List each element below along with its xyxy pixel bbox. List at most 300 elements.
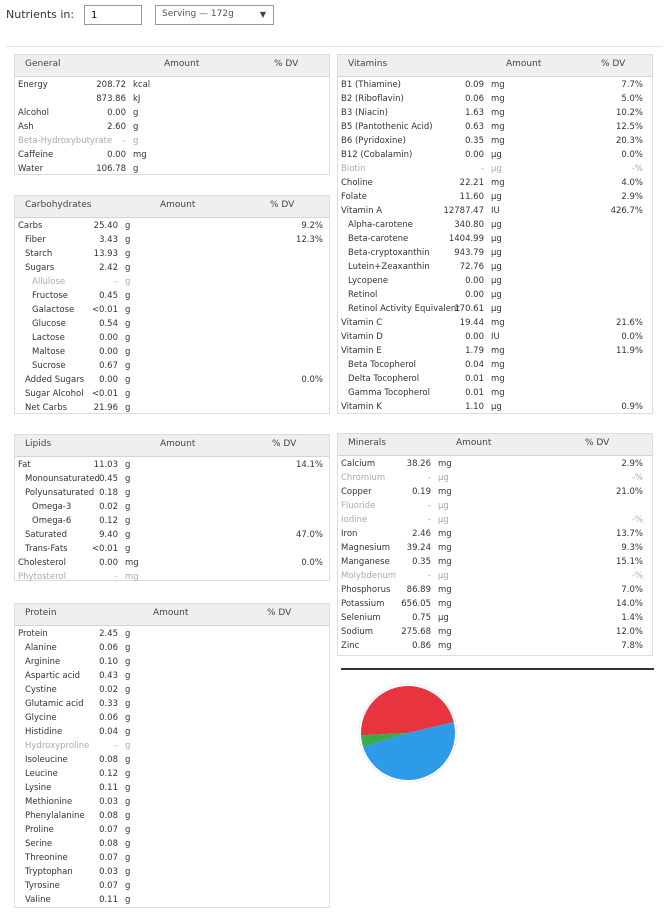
nutrient-unit: µg	[491, 150, 502, 160]
nutrient-unit: mg	[491, 374, 505, 384]
nutrient-dv: 4.0%	[621, 178, 643, 188]
nutrient-row	[338, 598, 652, 612]
nutrient-name: Energy	[18, 80, 48, 90]
nutrient-dv: 0.0%	[301, 558, 323, 568]
nutrient-unit: g	[125, 755, 131, 765]
nutrient-dv: 0.0%	[301, 375, 323, 385]
nutrient-row	[338, 331, 652, 345]
nutrient-unit: µg	[438, 501, 449, 511]
nutrient-unit: g	[133, 108, 139, 118]
nutrient-name: Added Sugars	[25, 375, 85, 385]
nutrient-row	[15, 149, 329, 163]
nutrient-amount: 656.05	[401, 599, 431, 609]
nutrient-row	[15, 768, 329, 782]
nutrient-amount: 1.63	[465, 108, 484, 118]
panel-rows	[15, 626, 329, 908]
nutrient-unit: g	[125, 671, 131, 681]
nutrient-name: Arginine	[25, 657, 61, 667]
nutrient-name: B1 (Thiamine)	[341, 80, 401, 90]
nutrient-amount: 0.07	[99, 881, 118, 891]
nutrient-name: Molybdenum	[341, 571, 397, 581]
panel-title: Minerals	[348, 438, 386, 448]
nutrient-amount: -	[427, 515, 431, 525]
nutrient-name: Beta-cryptoxanthin	[348, 248, 430, 258]
nutrient-name: Delta Tocopherol	[348, 374, 420, 384]
nutrient-dv: 1.4%	[621, 613, 643, 623]
nutrient-row	[338, 275, 652, 289]
nutrient-amount: 0.33	[99, 699, 118, 709]
nutrient-dv: 12.0%	[615, 627, 643, 637]
nutrient-name: Fructose	[32, 291, 69, 301]
nutrient-unit: g	[125, 853, 131, 863]
nutrient-name: Retinol Activity Equivalent	[348, 304, 460, 314]
nutrient-amount: 22.21	[459, 178, 484, 188]
nutrient-unit: g	[125, 867, 131, 877]
dv-header: % DV	[601, 59, 626, 69]
nutrient-row	[15, 628, 329, 642]
nutrient-unit: µg	[491, 276, 502, 286]
macro-pie-chart	[358, 683, 458, 783]
nutrient-unit: g	[125, 488, 131, 498]
amount-header: Amount	[506, 59, 542, 69]
nutrient-unit: g	[133, 164, 139, 174]
nutrient-row	[15, 93, 329, 107]
nutrient-name: Manganese	[341, 557, 390, 567]
nutrient-name: Ash	[18, 122, 34, 132]
chevron-down-icon: ▼	[259, 10, 266, 19]
nutrient-name: Copper	[341, 487, 372, 497]
nutrient-row	[15, 79, 329, 93]
nutrient-name: Polyunsaturated	[25, 488, 95, 498]
nutrient-row	[338, 107, 652, 121]
dv-header: % DV	[267, 608, 292, 618]
dv-header: % DV	[272, 439, 297, 449]
nutrient-amount: 86.89	[406, 585, 431, 595]
nutrient-amount: 340.80	[454, 220, 484, 230]
nutrient-name: Potassium	[341, 599, 385, 609]
nutrient-amount: 0.18	[99, 488, 118, 498]
nutrient-row	[338, 556, 652, 570]
nutrient-row	[15, 135, 329, 149]
nutrient-name: Fat	[18, 460, 31, 470]
nutrient-row	[15, 810, 329, 824]
nutrient-name: Histidine	[25, 727, 63, 737]
nutrient-amount: 0.75	[412, 613, 431, 623]
nutrient-unit: mg	[438, 529, 452, 539]
nutrient-unit: g	[125, 474, 131, 484]
nutrient-amount: 0.00	[465, 276, 484, 286]
panel-header	[15, 55, 329, 77]
serving-select-value: Serving — 172g	[162, 9, 234, 19]
nutrient-name: Serine	[25, 839, 53, 849]
nutrient-name: Glucose	[32, 319, 66, 329]
nutrient-amount: 25.40	[93, 221, 118, 231]
nutrient-unit: mg	[438, 487, 452, 497]
nutrient-dv: 14.1%	[295, 460, 323, 470]
nutrient-unit: g	[125, 783, 131, 793]
nutrient-amount: 0.00	[99, 375, 118, 385]
nutrient-amount: 2.60	[107, 122, 126, 132]
nutrient-dv: 2.9%	[621, 192, 643, 202]
nutrient-unit: mg	[438, 557, 452, 567]
nutrient-row	[338, 514, 652, 528]
nutrient-row	[338, 233, 652, 247]
nutrient-amount: 170.61	[454, 304, 484, 314]
nutrient-unit: mg	[438, 543, 452, 553]
nutrient-name: Alcohol	[18, 108, 49, 118]
nutrient-row	[338, 500, 652, 514]
nutrient-unit: mg	[491, 108, 505, 118]
nutrient-unit: g	[125, 685, 131, 695]
nutrient-name: Methionine	[25, 797, 73, 807]
nutrient-name: Tyrosine	[25, 881, 60, 891]
nutrient-unit: µg	[491, 402, 502, 412]
nutrient-dv: -%	[631, 571, 643, 581]
nutrient-unit: g	[125, 249, 131, 259]
panel-header	[338, 55, 652, 77]
nutrient-row	[15, 515, 329, 529]
nutrient-row	[338, 401, 652, 415]
nutrient-unit: g	[133, 136, 139, 146]
nutrient-name: Fiber	[25, 235, 46, 245]
lipids-panel	[14, 434, 330, 581]
nutrient-row	[338, 486, 652, 500]
nutrient-amount: 0.19	[412, 487, 431, 497]
nutrient-name: Starch	[25, 249, 53, 259]
nutrient-dv: 21.0%	[615, 487, 643, 497]
nutrient-amount: 0.00	[465, 150, 484, 160]
nutrient-unit: mg	[438, 459, 452, 469]
panel-header	[15, 604, 329, 626]
nutrient-row	[338, 542, 652, 556]
nutrient-unit: g	[125, 699, 131, 709]
nutrient-amount: 11.60	[459, 192, 484, 202]
nutrient-row	[15, 796, 329, 810]
nutrient-dv: 21.6%	[615, 318, 643, 328]
panel-rows	[338, 456, 652, 654]
pie-slices	[361, 686, 455, 780]
nutrient-amount: 0.45	[99, 474, 118, 484]
nutrient-unit: g	[125, 460, 131, 470]
nutrient-amount: 0.00	[99, 333, 118, 343]
nutrient-row	[338, 79, 652, 93]
nutrient-row	[338, 359, 652, 373]
nutrient-name: Tryptophan	[25, 867, 73, 877]
nutrient-amount: <0.01	[91, 544, 118, 554]
nutrient-amount: <0.01	[91, 389, 118, 399]
nutrient-unit: µg	[438, 571, 449, 581]
nutrient-name: Caffeine	[18, 150, 54, 160]
nutrient-row	[15, 163, 329, 177]
nutrient-name: Maltose	[32, 347, 66, 357]
nutrient-row	[15, 726, 329, 740]
nutrient-amount: 0.00	[465, 290, 484, 300]
nutrient-amount: 0.08	[99, 839, 118, 849]
nutrient-name: Phenylalanine	[25, 811, 85, 821]
nutrient-name: Iron	[341, 529, 358, 539]
nutrient-row	[338, 472, 652, 486]
nutrient-name: Glycine	[25, 713, 57, 723]
nutrient-name: Cystine	[25, 685, 57, 695]
nutrient-dv: 15.1%	[615, 557, 643, 567]
nutrient-name: Beta-Hydroxybutyrate	[18, 136, 113, 146]
nutrient-unit: mg	[438, 641, 452, 651]
nutrient-amount: 0.06	[99, 643, 118, 653]
nutrient-row	[338, 626, 652, 640]
nutrient-amount: 943.79	[454, 248, 484, 258]
nutrient-name: Aspartic acid	[25, 671, 81, 681]
nutrient-dv: 7.0%	[621, 585, 643, 595]
nutrient-unit: mg	[491, 346, 505, 356]
nutrient-unit: g	[125, 741, 131, 751]
nutrient-unit: kJ	[133, 94, 141, 104]
nutrient-amount: 0.02	[99, 685, 118, 695]
nutrient-name: Trans-Fats	[25, 544, 68, 554]
nutrient-row	[15, 698, 329, 712]
nutrient-dv: 47.0%	[295, 530, 323, 540]
panel-title: Vitamins	[348, 59, 388, 69]
nutrient-name: Beta-carotene	[348, 234, 409, 244]
nutrient-amount: 873.86	[96, 94, 126, 104]
nutrient-name: Allulose	[32, 277, 66, 287]
nutrient-unit: mg	[491, 122, 505, 132]
panel-title: Lipids	[25, 439, 52, 449]
dv-header: % DV	[274, 59, 299, 69]
nutrient-name: Fluoride	[341, 501, 376, 511]
nutrient-dv: 11.9%	[615, 346, 643, 356]
nutrient-row	[338, 317, 652, 331]
nutrient-unit: mg	[491, 178, 505, 188]
nutrient-unit: g	[125, 319, 131, 329]
nutrient-amount: 0.02	[99, 502, 118, 512]
nutrient-dv: -%	[631, 164, 643, 174]
nutrient-amount: 0.06	[465, 94, 484, 104]
nutrient-row	[338, 387, 652, 401]
nutrient-unit: mg	[438, 627, 452, 637]
nutrient-dv: -%	[631, 473, 643, 483]
nutrient-dv: 12.5%	[615, 122, 643, 132]
nutrient-row	[338, 177, 652, 191]
nutrient-amount: 2.46	[412, 529, 431, 539]
nutrient-unit: g	[125, 895, 131, 905]
panel-title: Carbohydrates	[25, 200, 92, 210]
nutrient-amount: 39.24	[406, 543, 431, 553]
nutrient-row	[15, 304, 329, 318]
nutrient-dv: 426.7%	[610, 206, 643, 216]
nutrient-unit: mg	[491, 388, 505, 398]
nutrient-unit: g	[125, 769, 131, 779]
nutrient-amount: 0.08	[99, 755, 118, 765]
nutrient-row	[15, 754, 329, 768]
nutrient-name: Protein	[18, 629, 48, 639]
nutrient-amount: 0.04	[465, 360, 484, 370]
nutrient-name: Folate	[341, 192, 367, 202]
nutrient-name: Valine	[25, 895, 51, 905]
nutrient-name: Proline	[25, 825, 54, 835]
nutrient-amount: 0.03	[99, 797, 118, 807]
nutrient-dv: 13.7%	[615, 529, 643, 539]
nutrient-amount: -	[122, 136, 126, 146]
nutrient-unit: mg	[438, 585, 452, 595]
nutrient-name: Choline	[341, 178, 373, 188]
nutrient-unit: g	[125, 544, 131, 554]
vitamins-panel	[337, 54, 653, 414]
nutrient-unit: µg	[438, 515, 449, 525]
nutrient-unit: mg	[491, 80, 505, 90]
nutrient-amount: 19.44	[459, 318, 484, 328]
nutrient-unit: g	[125, 389, 131, 399]
nutrient-row	[338, 219, 652, 233]
amount-header: Amount	[160, 200, 196, 210]
nutrient-row	[15, 529, 329, 543]
nutrient-row	[338, 345, 652, 359]
panel-title: General	[25, 59, 61, 69]
nutrient-name: Carbs	[18, 221, 43, 231]
nutrient-amount: -	[114, 277, 118, 287]
nutrient-amount: 0.08	[99, 811, 118, 821]
nutrient-name: Phosphorus	[341, 585, 391, 595]
nutrient-name: Calcium	[341, 459, 376, 469]
nutrient-unit: µg	[491, 220, 502, 230]
nutrient-name: Omega-6	[32, 516, 72, 526]
nutrient-unit: g	[125, 403, 131, 413]
nutrient-name: Leucine	[25, 769, 58, 779]
nutrient-row	[15, 712, 329, 726]
nutrient-name: B12 (Cobalamin)	[341, 150, 413, 160]
nutrient-dv: 2.9%	[621, 459, 643, 469]
nutrient-row	[15, 894, 329, 908]
nutrient-row	[338, 191, 652, 205]
nutrient-amount: 0.11	[99, 895, 118, 905]
nutrient-amount: <0.01	[91, 305, 118, 315]
nutrient-name: Magnesium	[341, 543, 391, 553]
nutrient-dv: 9.3%	[621, 543, 643, 553]
nutrient-amount: 106.78	[96, 164, 126, 174]
nutrient-unit: g	[125, 839, 131, 849]
nutrient-unit: µg	[491, 234, 502, 244]
nutrient-row	[338, 135, 652, 149]
nutrient-amount: 1.79	[465, 346, 484, 356]
nutrient-row	[15, 487, 329, 501]
nutrient-row	[338, 205, 652, 219]
nutrient-unit: g	[125, 881, 131, 891]
nutrient-amount: 12787.47	[443, 206, 484, 216]
nutrient-amount: 2.42	[99, 263, 118, 273]
nutrient-name: Biotin	[341, 164, 366, 174]
nutrient-unit: mg	[491, 360, 505, 370]
nutrient-amount: 0.00	[99, 558, 118, 568]
top-separator	[6, 46, 662, 47]
nutrient-amount: 208.72	[96, 80, 126, 90]
nutrient-unit: g	[125, 277, 131, 287]
nutrient-row	[15, 656, 329, 670]
nutrient-name: Cholesterol	[18, 558, 66, 568]
nutrient-dv: 7.7%	[621, 80, 643, 90]
nutrient-row	[15, 501, 329, 515]
chart-divider	[341, 668, 654, 670]
nutrient-unit: µg	[491, 192, 502, 202]
nutrient-unit: kcal	[133, 80, 151, 90]
nutrient-amount: -	[480, 164, 484, 174]
serving-select[interactable]	[155, 5, 274, 25]
nutrient-name: Saturated	[25, 530, 67, 540]
nutrient-dv: 14.0%	[615, 599, 643, 609]
nutrient-name: Chromium	[341, 473, 386, 483]
nutrient-unit: mg	[438, 599, 452, 609]
nutrient-name: Isoleucine	[25, 755, 68, 765]
nutrient-name: Phytosterol	[18, 572, 66, 582]
nutrient-name: Vitamin E	[341, 346, 382, 356]
nutrient-dv: 10.2%	[615, 108, 643, 118]
nutrient-name: Water	[18, 164, 44, 174]
nutrient-row	[15, 571, 329, 585]
nutrient-unit: µg	[491, 262, 502, 272]
nutrient-unit: g	[125, 516, 131, 526]
nutrient-name: Lutein+Zeaxanthin	[348, 262, 430, 272]
nutrient-name: Vitamin C	[341, 318, 383, 328]
nutrient-amount: 0.67	[99, 361, 118, 371]
nutrient-amount: 1.10	[465, 402, 484, 412]
top-bar	[0, 0, 668, 40]
panel-rows	[15, 77, 329, 177]
nutrient-row	[15, 276, 329, 290]
nutrient-row	[338, 289, 652, 303]
dv-header: % DV	[270, 200, 295, 210]
nutrient-unit: g	[125, 305, 131, 315]
amount-header: Amount	[456, 438, 492, 448]
nutrient-row	[15, 402, 329, 416]
nutrient-dv: 7.8%	[621, 641, 643, 651]
nutrient-name: B3 (Niacin)	[341, 108, 388, 118]
nutrient-unit: g	[125, 797, 131, 807]
nutrient-unit: g	[125, 291, 131, 301]
nutrient-amount: 0.00	[107, 150, 126, 160]
nutrient-row	[338, 584, 652, 598]
nutrient-row	[15, 782, 329, 796]
nutrient-amount: 275.68	[401, 627, 431, 637]
nutrient-name: Net Carbs	[25, 403, 68, 413]
nutrient-row	[338, 93, 652, 107]
nutrient-unit: g	[125, 825, 131, 835]
nutrient-row	[15, 852, 329, 866]
amount-header: Amount	[160, 439, 196, 449]
nutrient-name: Alanine	[25, 643, 57, 653]
nutrient-name: Vitamin A	[341, 206, 383, 216]
nutrient-unit: IU	[491, 332, 500, 342]
nutrient-dv: 12.3%	[295, 235, 323, 245]
nutrient-row	[338, 247, 652, 261]
nutrient-row	[15, 543, 329, 557]
nutrient-row	[338, 261, 652, 275]
nutrient-name: Vitamin K	[341, 402, 382, 412]
nutrient-dv: -%	[631, 515, 643, 525]
panel-header	[338, 434, 652, 456]
nutrient-amount: 0.00	[465, 332, 484, 342]
amount-header: Amount	[164, 59, 200, 69]
nutrient-amount: 2.45	[99, 629, 118, 639]
nutrient-unit: mg	[491, 318, 505, 328]
nutrient-unit: g	[125, 530, 131, 540]
nutrient-amount: 0.12	[99, 516, 118, 526]
nutrient-amount: 0.06	[99, 713, 118, 723]
nutrient-unit: g	[125, 629, 131, 639]
nutrient-amount: 1404.99	[448, 234, 484, 244]
nutrient-amount: 0.12	[99, 769, 118, 779]
nutrient-row	[15, 248, 329, 262]
quantity-input[interactable]	[84, 5, 142, 25]
nutrient-row	[15, 262, 329, 276]
nutrient-name: Glutamic acid	[25, 699, 84, 709]
